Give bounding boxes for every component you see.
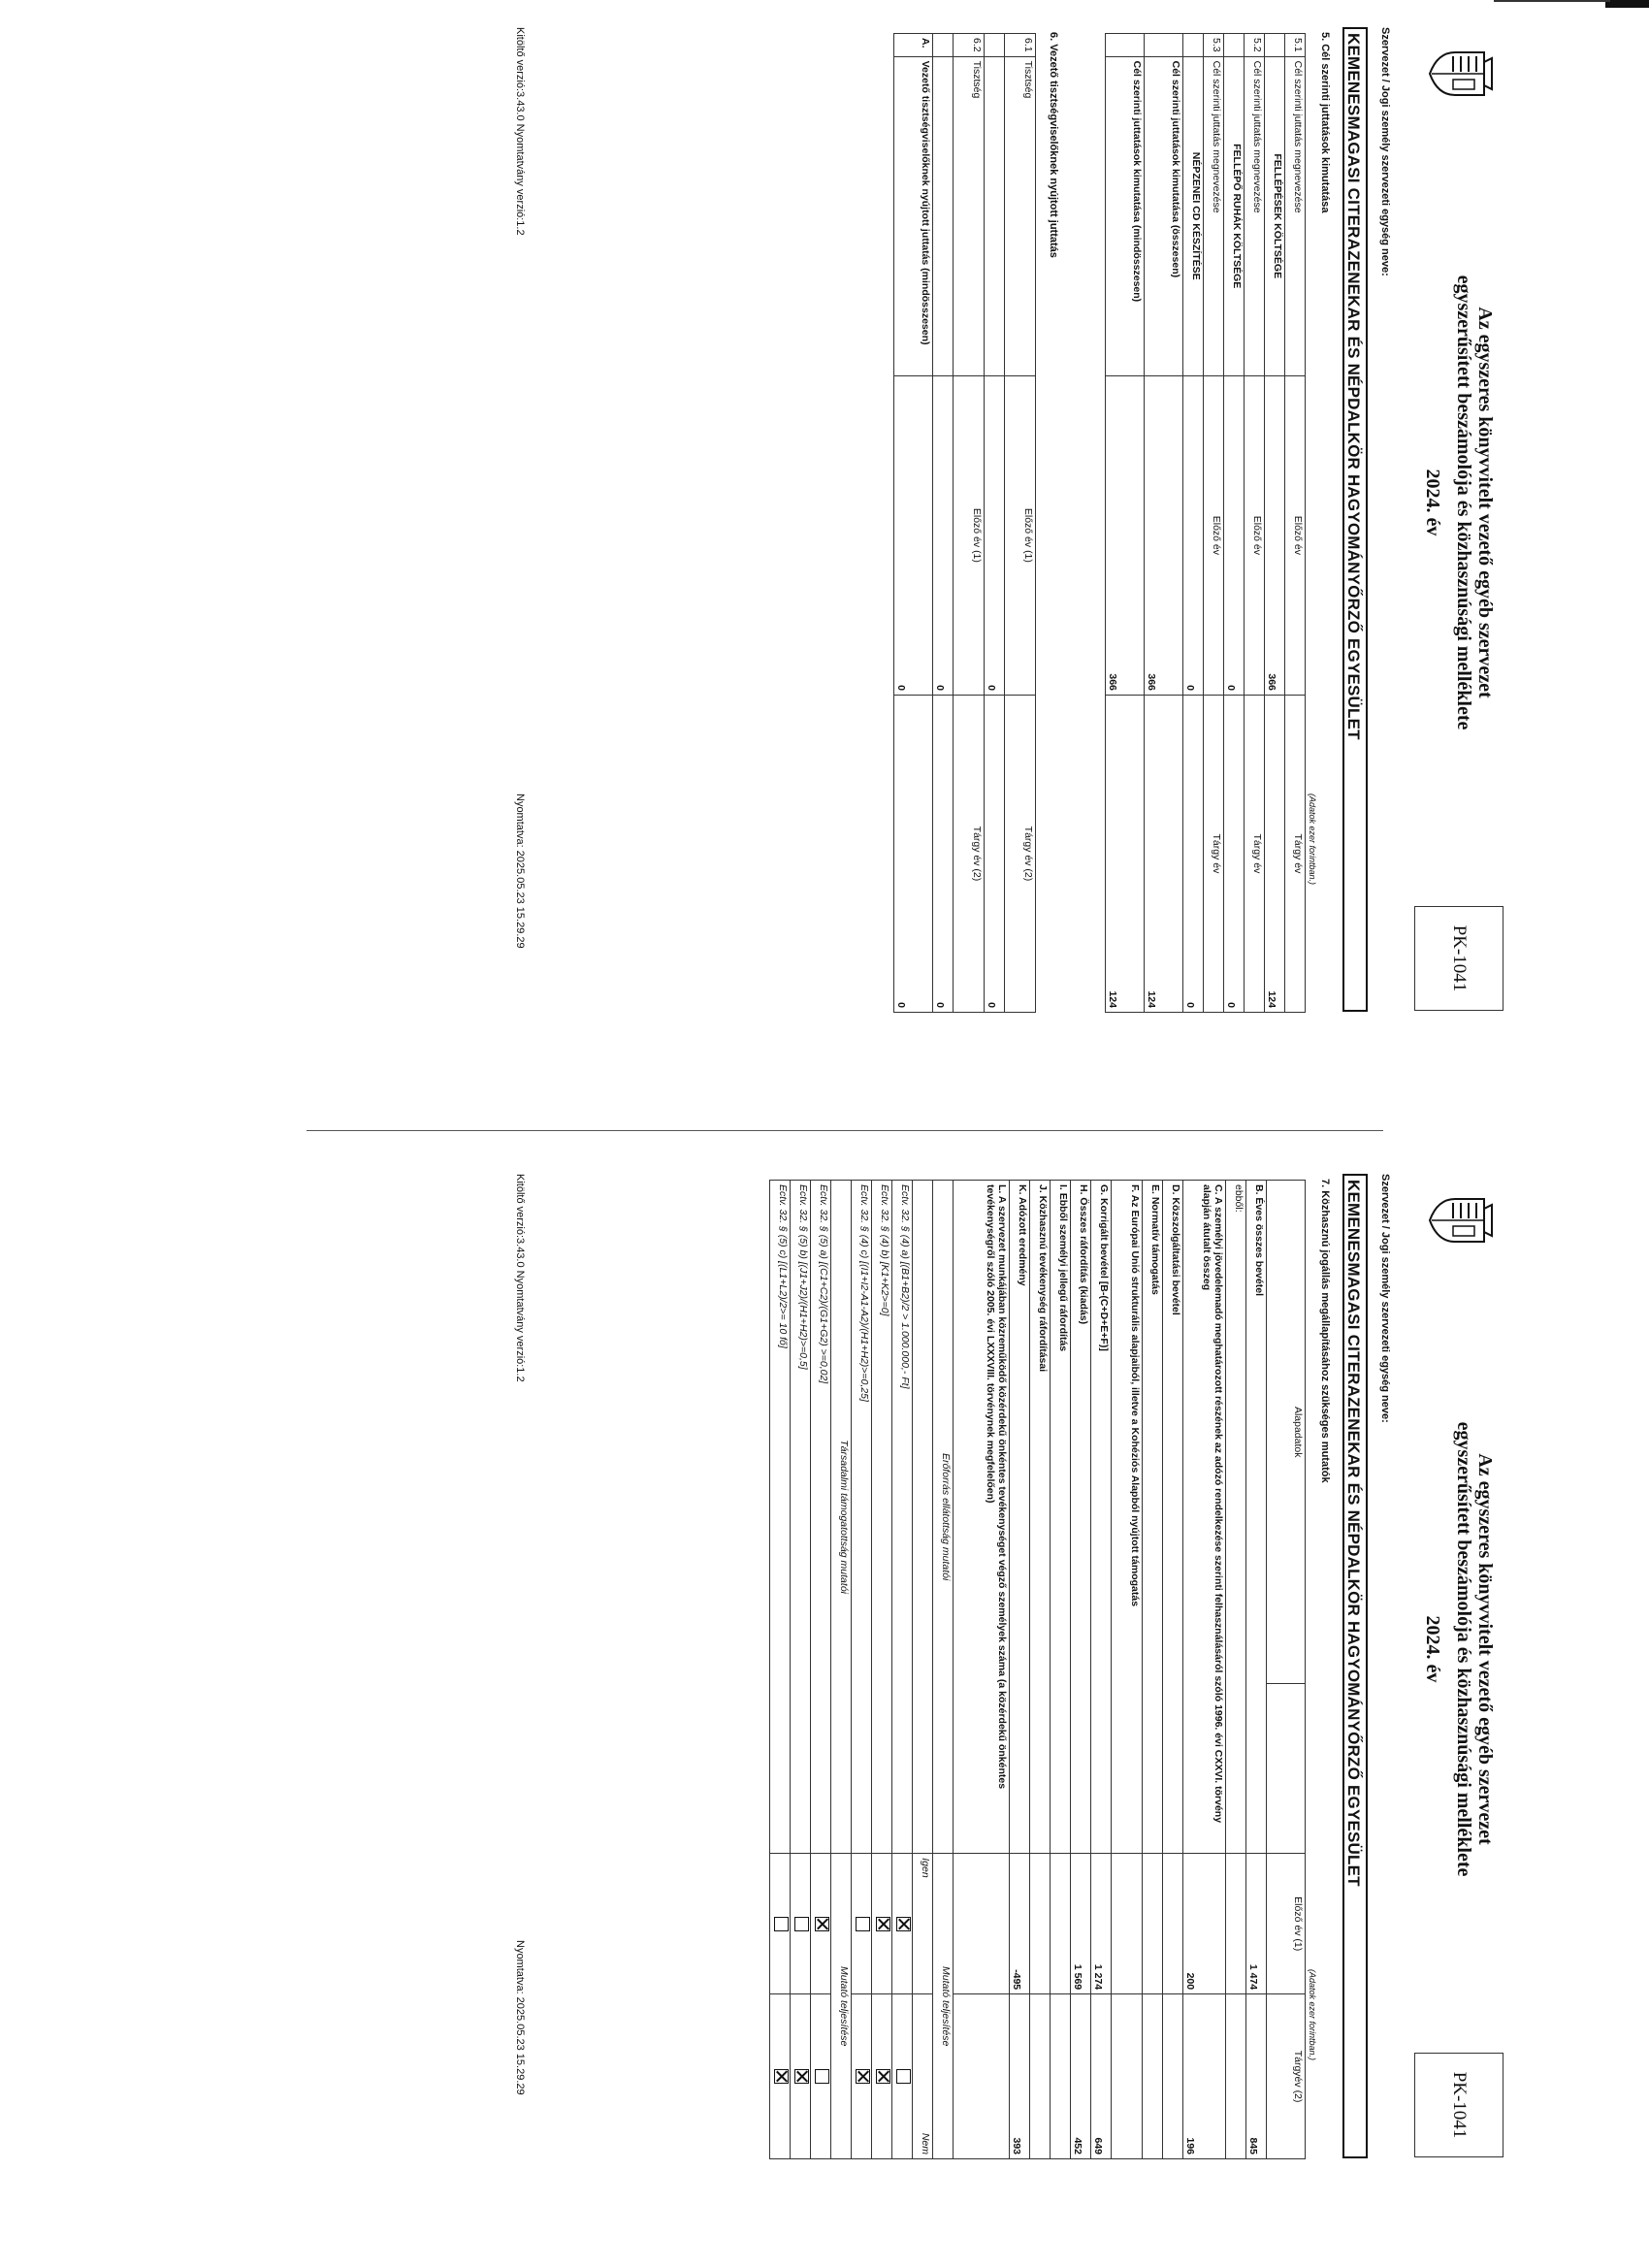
page-header — [1389, 1174, 1504, 2158]
value-prev — [1030, 1854, 1051, 1994]
value-curr — [1051, 1994, 1071, 2159]
table-row — [1245, 34, 1265, 1013]
table-row — [1112, 1181, 1143, 2159]
indicator-label: Ectv. 32. § (4) a) [(B1+B2)/2 > 1.000.000,- Ft] — [892, 1181, 913, 1854]
indicator-row — [852, 1181, 872, 2159]
no-cell — [872, 1994, 892, 2159]
indicator-label: Ectv. 32. § (5) b) [(J1+J2)/(H1+H2)>=0,5] — [791, 1181, 811, 1854]
row-label: H. Összes ráfordítás (kiadás) — [1071, 1181, 1091, 1854]
col-base-header: Alapadatok — [1267, 1181, 1306, 1684]
value-curr: 0 — [894, 695, 933, 1012]
yes-checkbox[interactable] — [896, 1917, 911, 1931]
table-row — [1071, 1181, 1091, 2159]
value-curr — [1143, 1994, 1163, 2159]
form-title-line2: egyszerűsített beszámolója és közhasznúsági melléklete — [1453, 1421, 1474, 1877]
coat-of-arms-icon — [1428, 1185, 1498, 1255]
row-num: 6.1 — [1005, 34, 1036, 57]
row-label — [933, 56, 954, 375]
row-label: B. Éves összes bevétel — [1246, 1181, 1267, 1854]
value-prev: 366 — [1106, 375, 1145, 695]
page-divider — [307, 1130, 1383, 1131]
row-num — [1183, 34, 1204, 57]
no-checkbox[interactable] — [774, 2069, 789, 2084]
indicator-fulfillment-header: Mutató teljesítése — [831, 1854, 852, 2159]
value-curr: 196 — [1183, 1994, 1226, 2159]
section-7-title: 7. Közhasznú jogállás megállapításához szükséges mutatók — [1319, 1179, 1331, 1483]
col-curr: Tárgy év (2) — [954, 695, 985, 1012]
yes-cell — [791, 1854, 811, 1994]
yes-checkbox[interactable] — [794, 1917, 809, 1931]
page-1 — [398, 27, 1504, 1017]
row-label: Tisztség — [954, 56, 985, 375]
row-num — [1145, 34, 1183, 57]
no-cell — [791, 1994, 811, 2159]
row-num — [1224, 34, 1245, 57]
indicator-yesno-row — [913, 1181, 933, 2159]
table-row — [1204, 34, 1224, 1013]
col-prev: Előző év (1) — [954, 375, 985, 695]
table-row — [1091, 1181, 1112, 2159]
table-row — [985, 34, 1005, 1013]
indicator-row — [791, 1181, 811, 2159]
table-row — [1005, 34, 1036, 1013]
indicator-row — [872, 1181, 892, 2159]
indicator-header-row — [933, 1181, 954, 2159]
value-prev — [1226, 1854, 1246, 1994]
row-num — [1106, 34, 1145, 57]
org-label: Szervezet / Jogi személy szervezeti egység neve: — [1379, 27, 1391, 276]
row-label: D. Közszolgáltatási bevétel — [1163, 1181, 1183, 1854]
row-num — [933, 34, 954, 57]
row-label — [985, 56, 1005, 375]
indicator-label: Ectv. 32. § (5) c) [(L1+L2)/2>= 10 fő] — [770, 1181, 791, 1854]
indicator-row — [770, 1181, 791, 2159]
page-2 — [398, 1174, 1504, 2163]
spacer — [913, 1181, 933, 1854]
row-label: Cél szerinti juttatás megnevezése — [1204, 56, 1224, 375]
row-label: I. Ebből személyi jellegű ráfordítás — [1051, 1181, 1071, 1854]
value-curr — [1226, 1994, 1246, 2159]
table-row — [1226, 1181, 1246, 2159]
row-label: Cél szerinti juttatások kimutatása (mindösszesen) — [1106, 56, 1145, 375]
value-curr — [1163, 1994, 1183, 2159]
section-5-note: (Adatok ezer forintban.) — [1308, 794, 1317, 886]
value-prev: -495 — [1010, 1854, 1030, 1994]
row-label: L. A szervezet munkájában közreműködő közérdekű önkéntes tevékenységet végző személyek száma (a közérdekű önkéntes tevékenységről szóló 2005. évi LXXXVIII. törvénynek megfelelően) — [954, 1181, 1010, 1854]
table-row — [1246, 1181, 1267, 2159]
table-row — [1143, 1181, 1163, 2159]
scan-edge-line — [1494, 0, 1610, 2]
table-header-row — [1267, 1181, 1306, 2159]
yes-cell — [852, 1854, 872, 1994]
value-prev — [1051, 1854, 1071, 1994]
section-5-table — [1105, 33, 1306, 1013]
yes-cell — [872, 1854, 892, 1994]
row-label: J. Közhasznú tevékenység ráfordításai — [1030, 1181, 1051, 1854]
no-cell — [892, 1994, 913, 2159]
value-curr: 452 — [1071, 1994, 1091, 2159]
row-num — [985, 34, 1005, 57]
footer-printed: Nyomtatva: 2025.05.23 15.29.29 — [514, 1940, 526, 2095]
table-row — [1183, 34, 1204, 1013]
no-label: Nem — [913, 1994, 933, 2159]
org-name: KEMENESMAGASI CITERAZENEKAR ÉS NÉPDALKÖR HAGYOMÁNYŐRZŐ EGYESÜLET — [1342, 1174, 1368, 2158]
col-prev: Előző év — [1204, 375, 1224, 695]
value-prev — [1163, 1854, 1183, 1994]
page-header — [1389, 27, 1504, 1012]
yes-checkbox[interactable] — [774, 1917, 789, 1931]
value-prev: 0 — [894, 375, 933, 695]
form-year: 2024. év — [1422, 1615, 1443, 1683]
value-prev: 1 569 — [1071, 1854, 1091, 1994]
yes-cell — [892, 1854, 913, 1994]
table-row — [1183, 1181, 1226, 2159]
value-prev: 366 — [1145, 375, 1183, 695]
indicator-label: Ectv. 32. § (4) b) [K1+K2>=0] — [872, 1181, 892, 1854]
table-row — [894, 34, 933, 1013]
value-prev: 200 — [1183, 1854, 1226, 1994]
form-code: PK-1041 — [1414, 2053, 1504, 2157]
col-curr: Tárgy év — [1204, 695, 1224, 1012]
form-title-line2: egyszerűsített beszámolója és közhasznúsági melléklete — [1453, 275, 1474, 730]
table-row — [1051, 1181, 1071, 2159]
row-num: 5.2 — [1245, 34, 1265, 57]
row-label: ebből: — [1226, 1181, 1246, 1854]
value-curr: 124 — [1145, 695, 1183, 1012]
section-7-table — [769, 1180, 1306, 2159]
value-curr: 393 — [1010, 1994, 1030, 2159]
value-curr: 845 — [1246, 1994, 1267, 2159]
indicator-fulfillment-header: Mutató teljesítése — [933, 1854, 954, 2159]
yes-checkbox[interactable] — [856, 1917, 870, 1931]
org-label: Szervezet / Jogi személy szervezeti egység neve: — [1379, 1174, 1391, 1423]
scan-edge-mark — [1605, 0, 1649, 8]
row-num: 6.2 — [954, 34, 985, 57]
row-label: Cél szerinti juttatások kimutatása (összesen) — [1145, 56, 1183, 375]
col-curr: Tárgy év — [1245, 695, 1265, 1012]
section-6-title: 6. Vezető tisztségviselőknek nyújtott juttatás — [1048, 32, 1059, 258]
row-num: 5.1 — [1285, 34, 1306, 57]
value-curr: 124 — [1106, 695, 1145, 1012]
footer-printed: Nyomtatva: 2025.05.23 15.29.29 — [514, 794, 526, 949]
table-row — [1106, 34, 1145, 1013]
form-year: 2024. év — [1422, 469, 1443, 536]
table-row — [954, 34, 985, 1013]
col-prev: Előző év (1) — [1005, 375, 1036, 695]
no-checkbox[interactable] — [856, 2069, 870, 2084]
value-prev: 0 — [1183, 375, 1204, 695]
value-curr: 0 — [1224, 695, 1245, 1012]
no-cell — [770, 1994, 791, 2159]
row-label: C. A személyi jövedelemadó meghatározott részének az adózó rendelkezése szerinti felhasználásáról szóló 1996. évi CXXVI. törvény alapján átutalt összeg — [1183, 1181, 1226, 1854]
no-checkbox[interactable] — [815, 2069, 829, 2084]
value-curr — [1030, 1994, 1051, 2159]
table-row — [933, 34, 954, 1013]
value-curr: 0 — [1183, 695, 1204, 1012]
row-label: Tisztség — [1005, 56, 1036, 375]
form-title-line1: Az egyszeres könyvvitelt vezető egyéb szervezet — [1474, 1453, 1496, 1845]
value-prev: 0 — [985, 375, 1005, 695]
value-curr: 0 — [933, 695, 954, 1012]
row-num: 5.3 — [1204, 34, 1224, 57]
value-curr — [1112, 1994, 1143, 2159]
row-label: G. Korrigált bevétel [B-(C+D+E+F)] — [1091, 1181, 1112, 1854]
value-prev: 0 — [933, 375, 954, 695]
indicator-label: Ectv. 32. § (5) a) [(C1+C2)/(G1+G2) >=0,02] — [811, 1181, 831, 1854]
table-row — [1163, 1181, 1183, 2159]
indicator-row — [811, 1181, 831, 2159]
row-label: FELLÉPŐ RUHÁK KÖLTSÉGE — [1224, 56, 1245, 375]
row-num: A. — [894, 34, 933, 57]
indicator-label: Ectv. 32. § (4) c) [(I1+I2-A1-A2)/(H1+H2)>=0,25] — [852, 1181, 872, 1854]
section-7-note: (Adatok ezer forintban.) — [1308, 1969, 1317, 2061]
value-curr: 0 — [985, 695, 1005, 1012]
section-5-title: 5. Cél szerinti juttatások kimutatása — [1319, 32, 1331, 213]
yes-checkbox[interactable] — [876, 1917, 890, 1931]
table-row — [1265, 34, 1285, 1013]
social-indicators-header: Társadalmi támogatottság mutatói — [831, 1181, 852, 1854]
row-label: F. Az Európai Unió strukturális alapjaiból, illetve a Kohéziós Alapból nyújtott támogatás — [1112, 1181, 1143, 1854]
col-prev-header: Előző év (1) — [1267, 1854, 1306, 1994]
yes-label: Igen — [913, 1854, 933, 1994]
org-name: KEMENESMAGASI CITERAZENEKAR ÉS NÉPDALKÖR HAGYOMÁNYŐRZŐ EGYESÜLET — [1342, 27, 1368, 1012]
spacer — [1267, 1684, 1306, 1854]
value-prev — [954, 1854, 1010, 1994]
table-row — [1224, 34, 1245, 1013]
resource-indicators-header: Erőforrás ellátottság mutatói — [933, 1181, 954, 1854]
col-curr-header: Tárgyév (2) — [1267, 1994, 1306, 2159]
no-checkbox[interactable] — [896, 2069, 911, 2084]
value-prev — [1143, 1854, 1163, 1994]
form-title-line1: Az egyszeres könyvvitelt vezető egyéb szervezet — [1474, 307, 1496, 698]
col-prev: Előző év — [1245, 375, 1265, 695]
col-curr: Tárgy év (2) — [1005, 695, 1036, 1012]
no-checkbox[interactable] — [876, 2069, 890, 2084]
table-row — [1010, 1181, 1030, 2159]
value-prev: 366 — [1265, 375, 1285, 695]
no-checkbox[interactable] — [794, 2069, 809, 2084]
section-6-table — [893, 33, 1036, 1013]
row-num — [1265, 34, 1285, 57]
row-label: Vezető tisztségviselőknek nyújtott juttatás (mindösszesen) — [894, 56, 933, 375]
row-label: NÉPZENEI CD KÉSZÍTÉSE — [1183, 56, 1204, 375]
row-label: Cél szerinti juttatás megnevezése — [1285, 56, 1306, 375]
footer-version: Kitöltő verzió:3.43.0 Nyomtatvány verzió:1.2 — [514, 27, 526, 236]
yes-checkbox[interactable] — [815, 1917, 829, 1931]
no-cell — [811, 1994, 831, 2159]
col-prev: Előző év — [1285, 375, 1306, 695]
value-prev: 1 474 — [1246, 1854, 1267, 1994]
row-label: Cél szerinti juttatás megnevezése — [1245, 56, 1265, 375]
table-row — [954, 1181, 1010, 2159]
indicator-header-row — [831, 1181, 852, 2159]
yes-cell — [770, 1854, 791, 1994]
form-code: PK-1041 — [1414, 906, 1504, 1011]
footer-version: Kitöltő verzió:3.43.0 Nyomtatvány verzió:1.2 — [514, 1174, 526, 1382]
coat-of-arms-icon — [1428, 39, 1498, 109]
row-label: E. Normatív támogatás — [1143, 1181, 1163, 1854]
table-row — [1030, 1181, 1051, 2159]
indicator-row — [892, 1181, 913, 2159]
value-prev — [1112, 1854, 1143, 1994]
value-curr — [954, 1994, 1010, 2159]
value-curr: 649 — [1091, 1994, 1112, 2159]
yes-cell — [811, 1854, 831, 1994]
row-label: K. Adózott eredmény — [1010, 1181, 1030, 1854]
value-prev: 1 274 — [1091, 1854, 1112, 1994]
no-cell — [852, 1994, 872, 2159]
table-row — [1145, 34, 1183, 1013]
row-label: FELLÉPÉSEK KÖLTSÉGE — [1265, 56, 1285, 375]
table-row — [1285, 34, 1306, 1013]
col-curr: Tárgy év — [1285, 695, 1306, 1012]
value-prev: 0 — [1224, 375, 1245, 695]
value-curr: 124 — [1265, 695, 1285, 1012]
